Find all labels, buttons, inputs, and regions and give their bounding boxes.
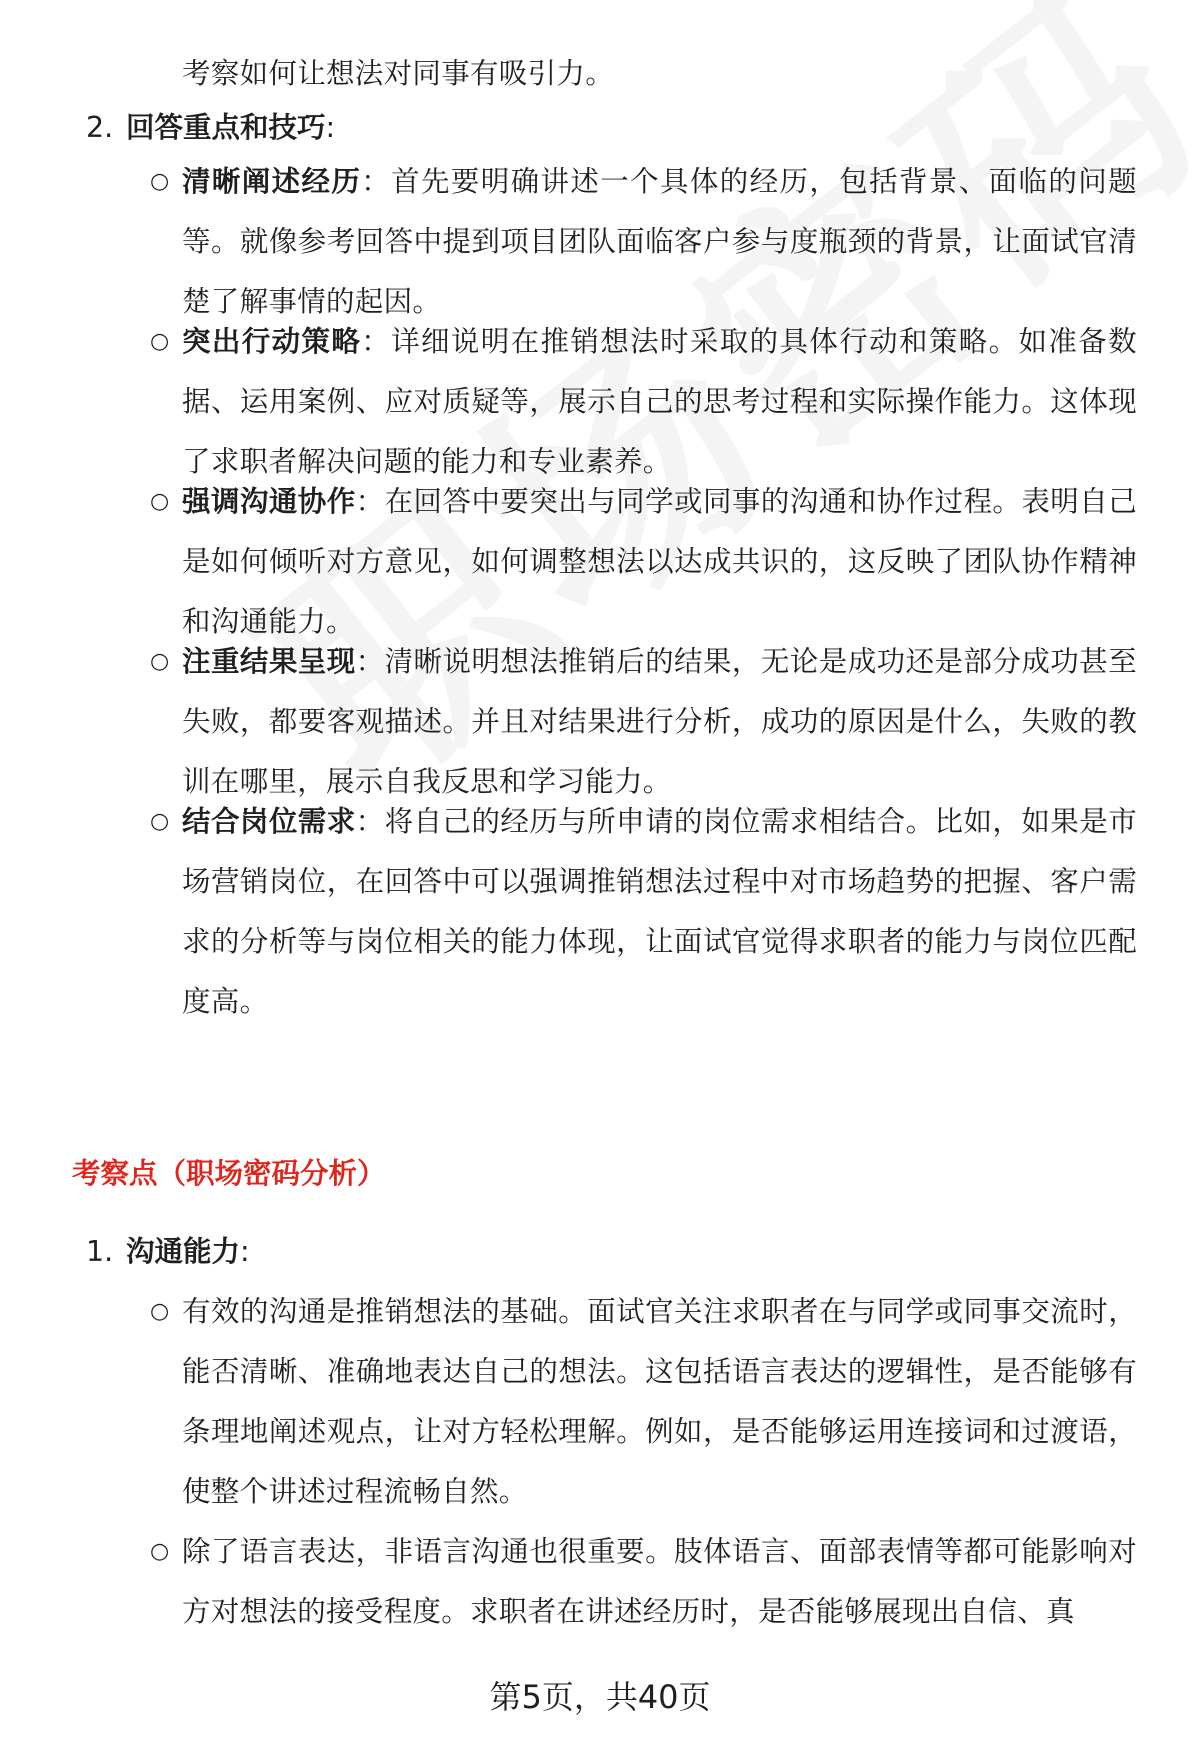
list-item-2-heading bbox=[86, 98, 335, 158]
bullet-body: ：详细说明在推销想法时采取的具体行动和策略。如准备数据、运用案例、应对质疑等，展示自己的思考过程和实际操作能力。这体现了求职者解决问题的能力和专业素养。 bbox=[182, 325, 1137, 478]
bullet-circle: ○ bbox=[150, 649, 170, 674]
bullet-lead: 结合岗位需求 bbox=[182, 805, 356, 838]
list-item bbox=[182, 152, 1137, 332]
list-item bbox=[182, 792, 1137, 1032]
list-item-suffix: : bbox=[325, 111, 336, 144]
list-item-label: 回答重点和技巧 bbox=[126, 111, 326, 144]
bullet-body: ：首先要明确讲述一个具体的经历，包括背景、面临的问题等。就像参考回答中提到项目团队面临客户参与度瓶颈的背景，让面试官清楚了解事情的起因。 bbox=[182, 165, 1137, 318]
section-heading: 考察点（职场密码分析） bbox=[72, 1157, 386, 1190]
page-number: 第5页，共40页 bbox=[489, 1678, 711, 1716]
continuation-text: 考察如何让想法对同事有吸引力。 bbox=[182, 57, 615, 90]
list-item-label: 沟通能力 bbox=[126, 1235, 241, 1268]
bullet-lead: 强调沟通协作 bbox=[182, 485, 356, 518]
bullet-body: ：将自己的经历与所申请的岗位需求相结合。比如，如果是市场营销岗位，在回答中可以强调推销想法过程中对市场趋势的把握、客户需求的分析等与岗位相关的能力体现，让面试官觉得求职者的能力与岗位匹配度高。 bbox=[182, 805, 1137, 1018]
bullet-circle: ○ bbox=[150, 169, 170, 194]
bullet-circle: ○ bbox=[150, 809, 170, 834]
list-number: 2. bbox=[86, 111, 114, 144]
bullet-circle: ○ bbox=[150, 489, 170, 514]
bullet-body: ：在回答中要突出与同学或同事的沟通和协作过程。表明自己是如何倾听对方意见，如何调整想法以达成共识的，这反映了团队协作精神和沟通能力。 bbox=[182, 485, 1137, 638]
bullet-lead: 清晰阐述经历 bbox=[182, 165, 362, 198]
list-item bbox=[182, 312, 1137, 492]
list-item bbox=[182, 472, 1137, 652]
list-item bbox=[182, 632, 1137, 812]
list-number: 1. bbox=[86, 1235, 114, 1268]
bullet-circle: ○ bbox=[150, 1539, 170, 1564]
list-item-1-heading bbox=[86, 1222, 250, 1282]
list-item-suffix: : bbox=[240, 1235, 250, 1268]
bullet-lead: 注重结果呈现 bbox=[182, 645, 356, 678]
bullet-circle: ○ bbox=[150, 1299, 170, 1324]
bullet-circle: ○ bbox=[150, 329, 170, 354]
bullet-lead: 突出行动策略 bbox=[182, 325, 362, 358]
list-item: 除了语言表达，非语言沟通也很重要。肢体语言、面部表情等都可能影响对方对想法的接受程度。求职者在讲述经历时，是否能够展现出自信、真 bbox=[182, 1535, 1137, 1628]
list-item: 有效的沟通是推销想法的基础。面试官关注求职者在与同学或同事交流时，能否清晰、准确地表达自己的想法。这包括语言表达的逻辑性，是否能够有条理地阐述观点，让对方轻松理解。例如，是否能够运用连接词和过渡语，使整个讲述过程流畅自然。 bbox=[182, 1295, 1137, 1508]
bullet-body: ：清晰说明想法推销后的结果，无论是成功还是部分成功甚至失败，都要客观描述。并且对结果进行分析，成功的原因是什么，失败的教训在哪里，展示自我反思和学习能力。 bbox=[182, 645, 1137, 798]
